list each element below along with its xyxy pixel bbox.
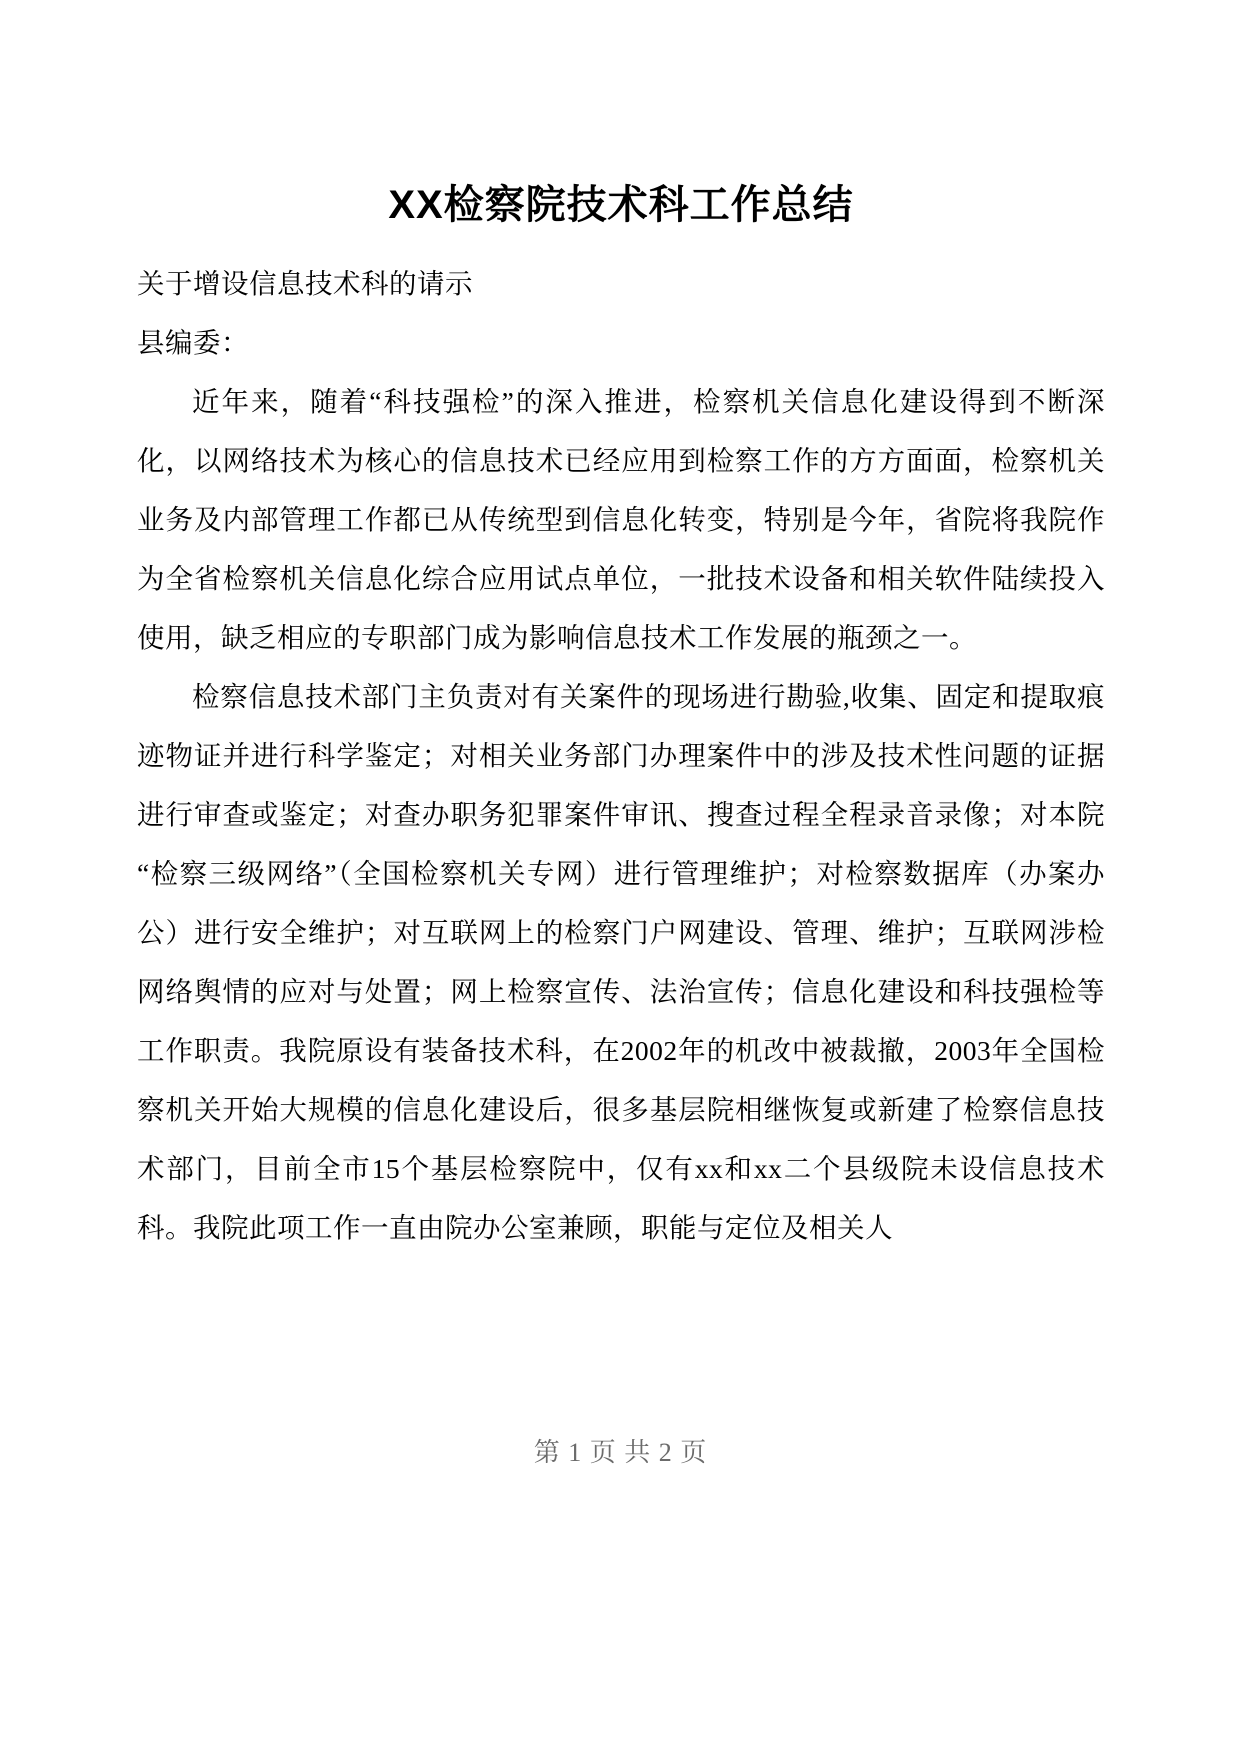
document-body <box>137 178 1105 1257</box>
paragraph-2: 检察信息技术部门主负责对有关案件的现场进行勘验,收集、固定和提取痕迹物证并进行科学鉴定；对相关业务部门办理案件中的涉及技术性问题的证据进行审查或鉴定；对查办职务犯罪案件审讯、搜查过程全程录音录像；对本院“检察三级网络”（全国检察机关专网）进行管理维护；对检察数据库（办案办公）进行安全维护；对互联网上的检察门户网建设、管理、维护；互联网涉检网络舆情的应对与处置；网上检察宣传、法治宣传；信息化建设和科技强检等工作职责。我院原设有装备技术科，在2002年的机改中被裁撤，2003年全国检察机关开始大规模的信息化建设后，很多基层院相继恢复或新建了检察信息技术部门，目前全市15个基层检察院中，仅有xx和xx二个县级院未设信息技术科。我院此项工作一直由院办公室兼顾，职能与定位及相关人 <box>137 681 1105 1243</box>
paragraph-1: 近年来，随着“科技强检”的深入推进，检察机关信息化建设得到不断深化，以网络技术为核心的信息技术已经应用到检察工作的方方面面，检察机关业务及内部管理工作都已从传统型到信息化转变，特别是今年，省院将我院作为全省检察机关信息化综合应用试点单位，一批技术设备和相关软件陆续投入使用，缺乏相应的专职部门成为影响信息技术工作发展的瓶颈之一。 <box>137 386 1105 653</box>
page-indicator: 第 1 页 共 2 页 <box>533 1438 708 1467</box>
page-title: XX检察院技术科工作总结 <box>388 183 854 227</box>
salutation: 县编委： <box>137 327 249 358</box>
subject-line: 关于增设信息技术科的请示 <box>137 268 473 299</box>
page-footer <box>0 1432 1241 1469</box>
